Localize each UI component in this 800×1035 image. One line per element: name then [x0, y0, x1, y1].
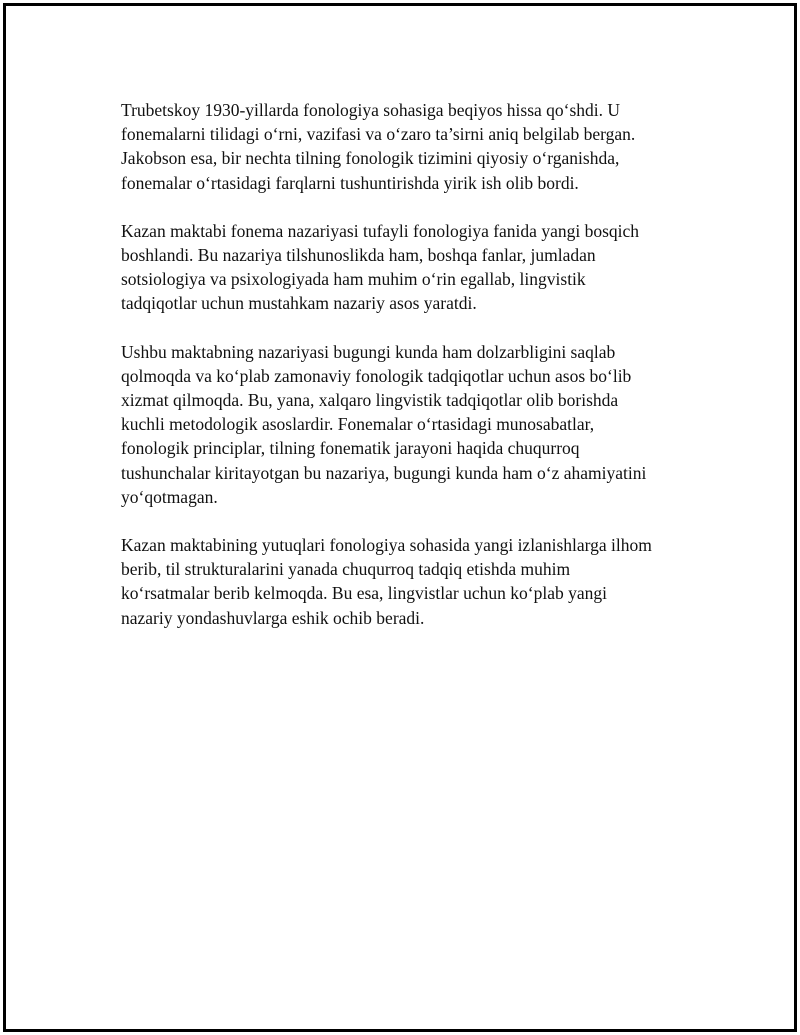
paragraph-3: Ushbu maktabning nazariyasi bugungi kunda ham dolzarbligini saqlab qolmoqda va ko‘plab zamonaviy fonologik tadqiqotlar uchun asos bo‘lib xizmat qilmoqda. Bu, yana, xalqaro lingvistik tadqiqotlar olib borishda kuchli metodologik asoslardir. Fonemalar o‘rtasidagi munosabatlar, fonologik principlar, tilning fonematik jarayoni haqida chuqurroq tushunchalar kiritayotgan bu nazariya, bugungi kunda ham o‘z ahamiyatini yo‘qotmagan. — [121, 341, 647, 507]
paragraph-1: Trubetskoy 1930-yillarda fonologiya sohasiga beqiyos hissa qo‘shdi. U fonemalarni tilidagi o‘rni, vazifasi va o‘zaro ta’sirni aniq belgilab bergan. Jakobson esa, bir nechta tilning fonologik tizimini qiyosiy o‘rganishda, fonemalar o‘rtasidagi farqlarni tushuntirishda yirik ish olib bordi. — [121, 100, 636, 193]
paragraph-4: Kazan maktabining yutuqlari fonologiya sohasida yangi izlanishlarga ilhom berib, til strukturalarini yanada chuqurroq tadqiq etishda muhim ko‘rsatmalar berib kelmoqda. Bu esa, lingvistlar uchun ko‘plab yangi nazariy yondashuvlarga eshik ochib beradi. — [121, 535, 652, 628]
paragraph-2: Kazan maktabi fonema nazariyasi tufayli fonologiya fanida yangi bosqich boshlandi. Bu nazariya tilshunoslikda ham, boshqa fanlar, jumladan sotsiologiya va psixologiyada ham muhim o‘rin egallab, lingvistik tadqiqotlar uchun mustahkam nazariy asos yaratdi. — [121, 220, 640, 314]
document-body — [121, 98, 701, 654]
page-frame — [3, 3, 797, 1032]
